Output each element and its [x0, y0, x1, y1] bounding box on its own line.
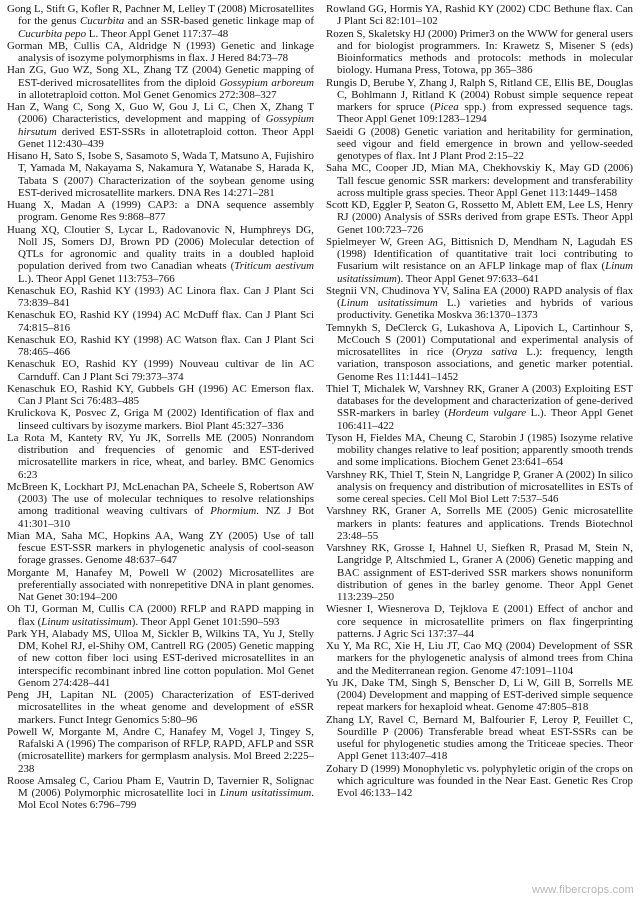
reference-italic-text: Hordeum vulgare — [448, 407, 527, 420]
reference-text: L.): frequency, length variation, transposon associations, and genetic marker potential. Genome Res 11:1441–1452 — [337, 346, 633, 383]
reference-text: Rowland GG, Hormis YA, Rashid KY (2002) CDC Bethune flax. Can J Plant Sci 82:101–102 — [326, 3, 633, 28]
reference-italic-text: Cucurbita — [80, 15, 125, 28]
reference-text: Peng JH, Lapitan NL (2005) Characterization of EST-derived microsatellites in the wheat genome and development of eSSR markers. Funct Integr Genomics 5:80–96 — [7, 689, 314, 726]
reference-entry — [326, 77, 633, 126]
reference-text: Xu Y, Ma RC, Xie H, Liu JT, Cao MQ (2004) Development of SSR markers for the phylogenetic analysis of almond trees from China and the Mediterranean region. Genome 47:1091–1104 — [326, 640, 633, 677]
reference-entry — [7, 603, 314, 628]
reference-text: Huang XQ, Cloutier S, Lycar L, Radovanovic N, Humphreys DG, Noll JS, Somers DJ, Brown PD (2006) Molecular detection of QTLs for agronomic and quality traits in a doubled haploid population derived from two Canadian wheats ( — [7, 223, 314, 273]
reference-entry — [326, 677, 633, 714]
reference-text: Mian MA, Saha MC, Hopkins AA, Wang ZY (2005) Use of tall fescue EST-SSR markers in phylogenetic analysis of cool-season forage grasses. Genome 48:637–647 — [7, 529, 314, 567]
reference-entry — [7, 358, 314, 383]
reference-italic-text: Linum usitatissimum — [340, 297, 438, 309]
reference-entry — [7, 224, 314, 285]
reference-entry — [326, 542, 633, 603]
reference-text: Zohary D (1999) Monophyletic vs. polyphyletic origin of the crops on which agriculture was founded in the Near East. Genetic Res Crop Evol 46:133–142 — [326, 762, 633, 799]
reference-text: Kenaschuk EO, Rashid KY, Gubbels GH (1996) AC Emerson flax. Can J Plant Sci 76:483–485 — [7, 382, 314, 407]
reference-entry — [326, 383, 633, 432]
reference-text: Zhang LY, Ravel C, Bernard M, Balfourier F, Leroy P, Feuillet C, Sourdille P (2006) Transferable bread wheat EST-SSRs can be useful for phylogenetic studies among the Triticeae species. Theor Appl Genet 113:407–418 — [326, 713, 633, 763]
reference-text: L.). Theor Appl Genet 106:411–422 — [337, 407, 633, 432]
reference-text: Park YH, Alabady MS, Ulloa M, Sickler B, Wilkins TA, Yu J, Stelly DM, Kohel RJ, el-Shihy OM, Cantrell RG (2005) Genetic mapping of new cotton fiber loci using EST-derived microsatellites in an interspecific recombinant inbred line cotton population. Mol Genet Genom 274:428–441 — [7, 627, 314, 689]
reference-text: Rungis D, Berube Y, Zhang J, Ralph S, Ritland CE, Ellis BE, Douglas C, Bohlmann J, Ritland K (2004) Robust simple sequence repeat markers for spruce ( — [326, 76, 633, 113]
reference-italic-text: Phormium — [210, 505, 257, 518]
reference-text: spp.) from expressed sequence tags. Theor Appl Genet 109:1283–1294 — [337, 101, 633, 126]
reference-text: Yu JK, Dake TM, Singh S, Benscher D, Li W, Gill B, Sorrells ME (2004) Development and mapping of EST-derived simple sequence repeat markers for hexaploid wheat. Genome 47:805–818 — [326, 676, 633, 714]
reference-entry — [7, 530, 314, 567]
reference-entry — [7, 64, 314, 101]
reference-text: L.) varieties and hybrids of various productivity. Genetika Moskva 36:1370–1373 — [337, 297, 633, 322]
reference-entry — [326, 126, 633, 163]
reference-italic-text: Oryza sativa — [455, 346, 518, 358]
reference-text: Varshney RK, Thiel T, Stein N, Langridge P, Graner A (2002) In silico analysis on frequency and distribution of microsatellites in ESTs of some cereal species. Cell Mol Biol Lett 7:537–546 — [326, 468, 633, 505]
reference-text: derived EST-SSRs in allotetraploid cotton. Theor Appl Genet 112:430–439 — [18, 125, 314, 150]
reference-entry — [326, 162, 633, 199]
reference-entry — [7, 383, 314, 408]
reference-text: Saha MC, Cooper JD, Mian MA, Chekhovskiy K, May GD (2006) Tall fescue genomic SSR markers: development and transferability across multiple grass species. Theor Appl Genet 113:1449–1458 — [326, 162, 633, 199]
reference-text: Temnykh S, DeClerck G, Lukashova A, Lipovich L, Cartinhour S, McCouch S (2001) Computational and experimental analysis of microsatellites in rice ( — [326, 321, 633, 358]
reference-text: La Rota M, Kantety RV, Yu JK, Sorrells ME (2005) Nonrandom distribution and frequencies of genomic and EST-derived microsatellite markers in rice, wheat, and barley. BMC Genomics 6:23 — [7, 431, 314, 481]
reference-entry — [7, 309, 314, 334]
reference-entry — [7, 726, 314, 775]
reference-entry — [7, 775, 314, 812]
reference-entry — [7, 628, 314, 689]
reference-italic-text: Gossypium hirsutum — [18, 113, 314, 138]
reference-entry — [7, 150, 314, 199]
reference-entry — [7, 432, 314, 481]
references-right-column — [326, 3, 633, 900]
reference-entry — [7, 407, 314, 432]
reference-text: Kenaschuk EO, Rashid KY (1994) AC McDuff flax. Can J Plant Sci 74:815–816 — [7, 309, 314, 334]
reference-text: Thiel T, Michalek W, Varshney RK, Graner A (2003) Exploiting EST databases for the development and characterization of gene-derived SSR-markers in barley ( — [326, 382, 633, 420]
reference-italic-text: Cucurbita pepo — [18, 27, 87, 40]
reference-text: Gorman MB, Cullis CA, Aldridge N (1993) Genetic and linkage analysis of isozyme polymorphisms in flax. J Hered 84:73–78 — [7, 39, 314, 64]
reference-entry — [7, 199, 314, 224]
reference-text: L. Theor Appl Genet 117:37–48 — [86, 27, 229, 40]
references-left-column — [7, 3, 314, 900]
reference-italic-text: Linum usitatissimum — [337, 260, 633, 285]
reference-text: McBreen K, Lockhart PJ, McLenachan PA, Scheele S, Robertson AW (2003) The use of molecular techniques to resolve relationships among traditional weaving cultivars of — [7, 480, 314, 518]
reference-entry — [326, 640, 633, 677]
reference-entry — [326, 236, 633, 285]
reference-entry — [326, 285, 633, 322]
reference-text: Varshney RK, Graner A, Sorrells ME (2005) Genic microsatellite markers in plants: features and applications. Trends Biotechnol 23:48–55 — [326, 505, 633, 542]
reference-text: Stegnii VN, Chudinova YV, Salina EA (2000) RAPD analysis of flax ( — [326, 284, 633, 309]
reference-text: Rozen S, Skaletsky HJ (2000) Primer3 on the WWW for general users and for biologist programmers. In: Krawetz S, Misener S (eds) Bioinformatics methods and protocols: methods in molecular biology. Humana Press, Totowa, pp 365–386 — [326, 27, 633, 77]
reference-text: Hisano H, Sato S, Isobe S, Sasamoto S, Wada T, Matsuno A, Fujishiro T, Yamada M, Nakayama S, Nakamura Y, Watanabe S, Harada K, Tabata S (2007) Characterization of the soybean genome using EST-derived microsatellite markers. DNA Res 14:271–281 — [7, 150, 314, 199]
reference-entry — [7, 3, 314, 40]
reference-entry — [7, 481, 314, 530]
reference-entry — [7, 334, 314, 359]
reference-text: Han ZG, Guo WZ, Song XL, Zhang TZ (2004) Genetic mapping of EST-derived microsatellites from the diploid — [7, 64, 314, 89]
reference-text: Krulickova K, Posvec Z, Griga M (2002) Identification of flax and linseed cultivars by isozyme markers. Biol Plant 45:327–336 — [7, 407, 314, 432]
reference-italic-text: Picea — [433, 101, 459, 113]
reference-text: Huang X, Madan A (1999) CAP3: a DNA sequence assembly program. Genome Res 9:868–877 — [7, 199, 314, 224]
reference-text: L.). Theor Appl Genet 113:753–766 — [18, 272, 175, 285]
reference-entry — [7, 285, 314, 310]
reference-text: Roose Amsaleg C, Cariou Pham E, Vautrin D, Tavernier R, Solignac M (2006) Polymorphic microsatellite loci in — [7, 774, 314, 799]
reference-text: Spielmeyer W, Green AG, Bittisnich D, Mendham N, Lagudah ES (1998) Identification of quantitative trait loci contributing to Fusarium wilt resistance on an AFLP linkage map of flax ( — [326, 235, 633, 273]
reference-text: Wiesner I, Wiesnerova D, Tejklova E (2001) Effect of anchor and core sequence in microsatellite primers on flax fingerprinting patterns. J Agric Sci 137:37–44 — [326, 603, 633, 640]
reference-text: . NZ J Bot 41:301–310 — [18, 505, 314, 530]
reference-italic-text: Triticum aestivum — [234, 260, 314, 273]
watermark: www.fibercrops.com — [531, 884, 634, 896]
reference-italic-text: Linum usitatissimum — [219, 787, 312, 799]
reference-entry — [326, 28, 633, 77]
reference-text: Kenaschuk EO, Rashid KY (1999) Nouveau cultivar de lin AC Carnduff. Can J Plant Sci 79:373–374 — [7, 358, 314, 383]
reference-entry — [326, 469, 633, 506]
reference-text: ). Theor Appl Genet 101:590–593 — [131, 615, 280, 628]
reference-italic-text: Linum usitatissimum — [41, 615, 132, 628]
reference-text: Oh TJ, Gorman M, Cullis CA (2000) RFLP and RAPD mapping in flax ( — [7, 603, 314, 628]
reference-entry — [326, 763, 633, 800]
reference-entry — [326, 3, 633, 28]
reference-text: in allotetraploid cotton. Mol Genet Genomics 272:308–327 — [18, 88, 277, 101]
reference-entry — [326, 199, 633, 236]
reference-entry — [326, 432, 633, 469]
reference-text: Varshney RK, Grosse I, Hahnel U, Siefken R, Prasad M, Stein N, Langridge P, Altschmied L, Graner A (2006) Genetic mapping and BAC assignment of EST-derived SSR markers shows nonuniform distribution of genes in the barley genome. Theor Appl Genet 113:239–250 — [326, 542, 633, 603]
reference-text: and an SSR-based genetic linkage map of — [124, 15, 314, 28]
reference-text: Tyson H, Fieldes MA, Cheung C, Starobin J (1985) Isozyme relative mobility changes relative to leaf position; apparently smooth trends and some implications. Biochem Genet 23:641–654 — [326, 431, 633, 469]
reference-entry — [7, 567, 314, 604]
reference-text: . Mol Ecol Notes 6:796–799 — [18, 787, 314, 812]
reference-entry — [326, 505, 633, 542]
reference-text: Han Z, Wang C, Song X, Guo W, Gou J, Li C, Chen X, Zhang T (2006) Characteristics, development and mapping of — [7, 101, 314, 126]
reference-text: Powell W, Morgante M, Andre C, Hanafey M, Vogel J, Tingey S, Rafalski A (1996) The comparison of RFLP, RAPD, AFLP and SSR (microsatellite) markers for germplasm analysis. Mol Breed 2:225–238 — [7, 725, 314, 775]
reference-entry — [7, 101, 314, 150]
reference-text: Kenaschuk EO, Rashid KY (1998) AC Watson flax. Can J Plant Sci 78:465–466 — [7, 333, 314, 358]
reference-entry — [7, 689, 314, 726]
reference-entry — [7, 40, 314, 65]
reference-text: Kenaschuk EO, Rashid KY (1993) AC Linora flax. Can J Plant Sci 73:839–841 — [7, 284, 314, 309]
reference-entry — [326, 714, 633, 763]
reference-entry — [326, 322, 633, 383]
reference-italic-text: Gossypium arboreum — [219, 76, 314, 89]
reference-entry — [326, 603, 633, 640]
reference-text: Scott KD, Eggler P, Seaton G, Rossetto M, Ablett EM, Lee LS, Henry RJ (2000) Analysis of SSRs derived from grape ESTs. Theor Appl Genet 100:723–726 — [326, 199, 633, 236]
reference-text: Gong L, Stift G, Kofler R, Pachner M, Lelley T (2008) Microsatellites for the genus — [7, 3, 314, 28]
reference-text: Saeidi G (2008) Genetic variation and heritability for germination, seed vigour and field emergence in brown and yellow-seeded genotypes of flax. Int J Plant Prod 2:15–22 — [326, 125, 633, 162]
reference-text: ). Theor Appl Genet 97:633–641 — [396, 272, 540, 285]
reference-text: Morgante M, Hanafey M, Powell W (2002) Microsatellites are preferentially associated with nonrepetitive DNA in plant genomes. Nat Genet 30:194–200 — [7, 566, 314, 603]
